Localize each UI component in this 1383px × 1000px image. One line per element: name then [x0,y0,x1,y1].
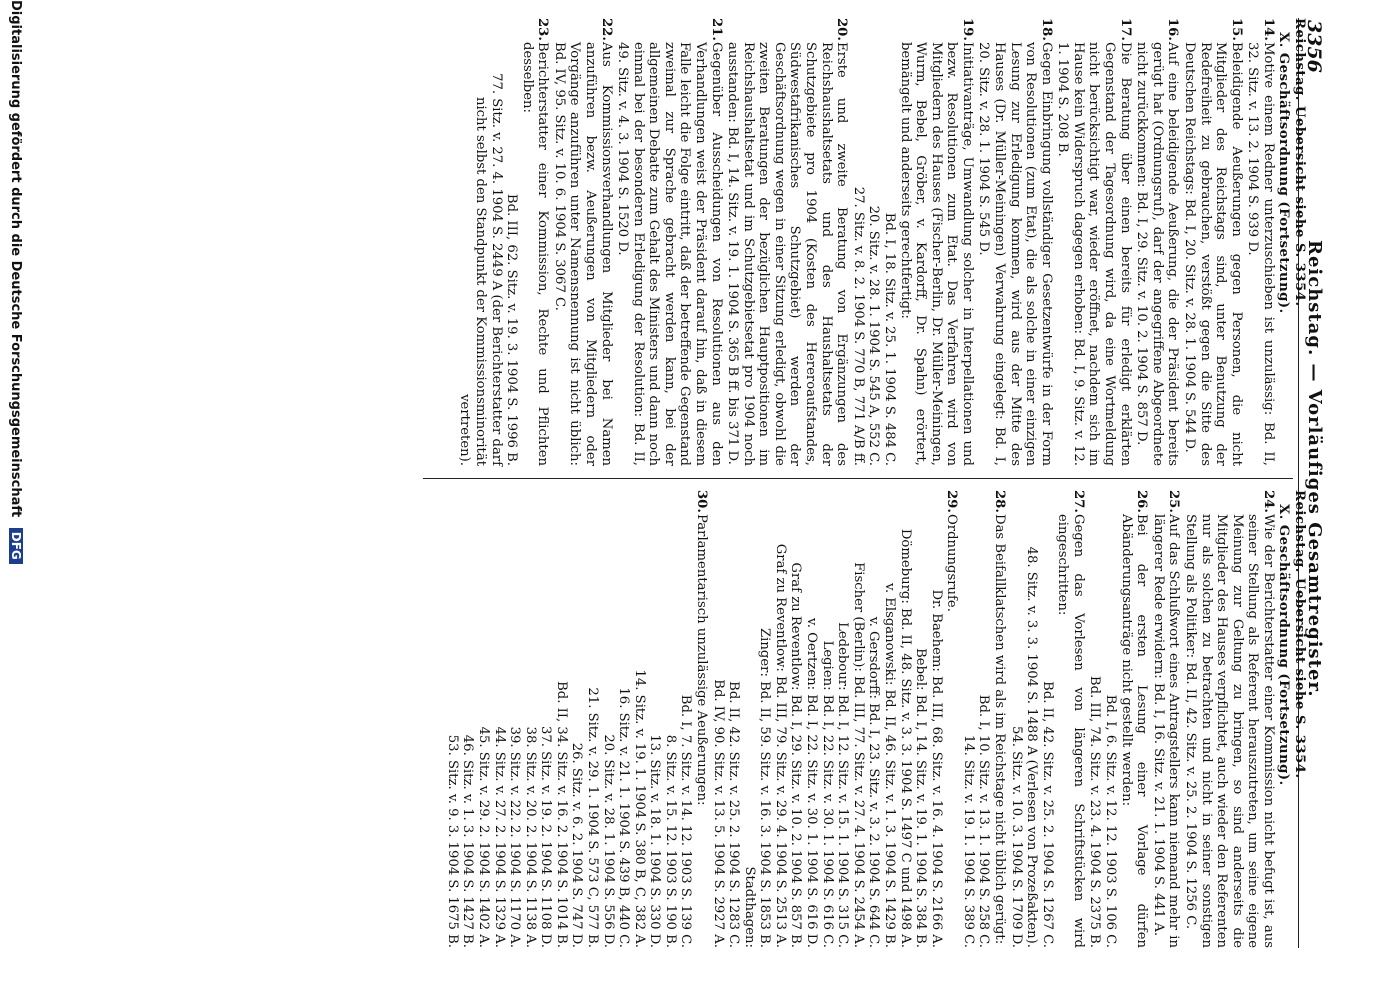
left-column [456,18,1307,466]
entry-reference: Bd. II, 34. Sitz. v. 16. 2. 1904 S. 1014 B. [553,681,569,948]
entry-reference: v. Elsganowski: Bd. II, 46. Sitz. v. 1. 3. 1904 S. 1429 B. [881,582,897,948]
entry-number: 16. [1165,18,1181,41]
right-section: X. Geschäftsordnung (Fortsetzung). [1276,504,1292,786]
entry-reference: Bd. II, 42. Sitz. v. 25. 2. 1904 S. 1267 C. [1039,681,1055,948]
entry-text: Berichterstatter einer Kommission, Rechte und Pflichten desselben: [519,42,551,466]
entry-number: 19. [959,18,975,41]
entry-text: Auf eine beleidigende Aeußerung, die der Präsident bereits gerügt hat (Ordnungsruf), darf der angegriffene Abgeordnete nicht zurückkommen: Bd. I, 29. Sitz. v. 10. 2. 1904 S. 857 D. [1134,42,1181,466]
entry-reference: Bebel: Bd. I, 14. Sitz. v. 19. 1. 1904 S. 384 B. [913,648,929,948]
entry-reference: Stadthagen: [741,866,757,948]
index-entry [1245,18,1276,466]
entry-text: Aus Kommissionsverhandlungen Mitglieder bei Namen anzuführen bezw. Aeußerungen von Mitgliedern oder Vorgänge anzuführen unter Namensnennung ist nicht üblich: Bd. IV, 95. Sitz. v. 10. 6. 1904 S. 3067 C. [551,42,614,466]
entry-reference: Legien: Bd. I, 22. Sitz. v. 30. 1. 1904 S. 616 C. [819,640,835,948]
entry-text: Gegen Einbringung vollständiger Gesetzentwürfe in der Form von Resolutionen (zum Etat), die als solche in einer einzigen Lesung zur Erledigung kommen, wird aus der Mitte des Hauses (Dr. Müller-Meiningen) Verwahrung eingelegt: Bd. I, 20. Sitz. v. 28. 1. 1904 S. 545 D. [976,42,1054,466]
entry-reference: 8. Sitz. v. 15. 12. 1903 S. 190 B. [662,734,678,948]
index-entry [1008,490,1086,948]
entry-reference: 38. Sitz. v. 20. 2. 1904 S. 1138 A. [522,726,538,948]
entry-reference: Bd. I, 10. Sitz. v. 13. 1. 1904 S. 258 C. [976,694,992,948]
index-entry [615,18,724,466]
entry-text: Initiativanträge, Umwandlung solcher in Interpellationen und bezw. Resolutionen zum Etat. Das Verfahren wird von Mitgliedern des Hauses (Fischer-Berlin, Dr. Müller-Meiningen, Wurm, Bebel, Gröber, v. Kardorff, Dr. Spahn) erörtert, bemängelt und anderseits gerechtfertigt: [897,42,975,466]
index-entry [850,18,975,466]
entry-reference: 77. Sitz. v. 27. 4. 1904 S. 2449 A (der Berichterstatter darf nicht selbst den Standpunkt der Kommissionsminorität vertreten). [457,73,504,466]
entry-number: 15. [1228,18,1244,41]
entry-reference: 26. Sitz. v. 6. 2. 1904 S. 747 D. [569,742,585,948]
index-entry [1087,490,1149,948]
entry-reference: 46. Sitz. v. 1. 3. 1904 S. 1427 B. [460,734,476,948]
index-entry [444,490,709,948]
entry-reference: v. Oertzen: Bd. I, 22. Sitz. v. 30. 1. 1904 S. 616 D. [804,617,820,948]
right-column [443,490,1307,948]
entry-number: 26. [1134,490,1150,513]
left-items [457,18,1276,466]
entry-number: 23. [535,18,551,41]
entry-reference: 37. Sitz. v. 19. 2. 1904 S. 1108 D. [538,725,554,948]
index-entry [457,18,550,466]
footer [8,0,23,990]
entry-reference: Graf zu Reventlow: Bd. III, 79. Sitz. v. 29. 4. 1904 S. 2513 A. [772,543,788,948]
entry-text: Bei der ersten Lesung einer Vorlage dürfen Abänderungsanträge nicht gestellt werden: [1118,514,1150,948]
entry-reference: Graf zu Reventlow: Bd. I, 29. Sitz. v. 10. 2. 1904 S. 857 B. [788,562,804,948]
index-entry [551,18,613,466]
left-heading: Reichstag. Uebersicht siehe S. 3354. [1292,18,1307,307]
entry-reference: Ledebour: Bd. I, 12. Sitz. v. 15. 1. 1904 S. 315 C. [835,622,851,948]
entry-number: 27. [1070,490,1086,513]
index-entry [1055,18,1133,466]
entry-reference: Zinger: Bd. II, 59. Sitz. v. 16. 3. 1904 S. 1853 B. [757,628,773,948]
index-entry [960,490,1007,948]
entry-reference: 16. Sitz. v. 21. 1. 1904 S. 439 B, 440 C. [616,687,632,948]
entry-reference: v. Gersdorff: Bd. I, 23. Sitz. v. 3. 2. 1904 S. 644 C. [866,616,882,948]
entry-reference: Bd. IV, 90. Sitz. v. 13. 5. 1904 S. 2927 A. [710,679,726,948]
entry-reference: Dr. Baehem: Bd. III, 68. Sitz. v. 16. 4. 1904 S. 2166 A. [928,589,944,948]
index-entry [976,18,1054,466]
right-items [444,490,1276,948]
index-entry [725,18,850,466]
entry-reference: 45. Sitz. v. 29. 2. 1904 S. 1402 A. [475,726,491,948]
entry-reference: Bd. I, 18. Sitz. v. 25. 1. 1904 S. 484 C. [881,212,897,466]
entry-text: Parlamentarisch unzulässige Aeußerungen: [694,514,710,806]
column-divider [423,478,1293,479]
entry-number: 28. [992,490,1008,513]
entry-text: Das Beifallklatschen wird als im Reichstage nicht üblich gerügt: [992,514,1008,945]
entry-text: Motive einem Redner unterzuschieben ist unzulässig: Bd. II, 32. Sitz. v. 13. 2. 1904 S. 939 D. [1245,42,1276,466]
entry-text: Die Beratung über einen bereits für erledigt erklärten Gegenstand der Tagesordnung wird, da eine Wortmeldung nicht berücksichtigt war, wieder eröffnet, nachdem sich im Hause kein Widerspruch dagegen erhoben: Bd. I, 9. Sitz. v. 12. 1. 1904 S. 208 B. [1055,42,1133,466]
entry-reference: 14. Sitz. v. 19. 1. 1904 S. 389 C. [960,734,976,948]
entry-reference: 39. Sitz. v. 22. 2. 1904 S. 1170 A. [507,726,523,948]
dfg-logo: DFG [9,528,23,564]
entry-number: 14. [1260,18,1276,41]
entry-number: 24. [1260,490,1276,513]
entry-reference: 20. Sitz. v. 28. 1. 1904 S. 556 D. [600,734,616,948]
entry-reference: 54. Sitz. v. 10. 3. 1904 S. 1709 D. [1008,725,1024,948]
left-section: X. Geschäftsordnung (Fortsetzung). [1276,32,1292,314]
entry-text: Erste und zweite Beratung von Ergänzungen des Reichshaushaltsetats und des Haushaltsetats der Schutzgebiete pro 1904 (Kosten des Hereroaufstandes, Südwestafrikanisches Schutzgebiet) werden der Geschäftsordnung wegen in einer Sitzung erledigt, obwohl die zweiten Beratungen der bezüglichen Hauptpositionen im Reichshaushaltsetat und im Schutzgebietsetat pro 1904 noch ausstanden: Bd. I, 14. Sitz. v. 19. 1. 1904 S. 365 B ff. bis 371 D. [725,42,850,466]
entry-number: 21. [708,18,724,41]
entry-reference: 53. Sitz. v. 9. 3. 1904 S. 1675 B. [444,734,460,948]
entry-reference: 14. Sitz. v. 19. 1. 1904 S. 380 B, C, 382 A. [631,669,647,948]
entry-reference: 44. Sitz. v. 27. 2. 1904 S. 1329 A. [491,726,507,948]
entry-number: 25. [1166,490,1182,513]
entry-reference: 27. Sitz. v. 8. 2. 1904 S. 770 B, 771 A/B ff. [850,186,866,466]
entry-text: Wie der Berichterstatter einer Kommission nicht befugt ist, aus seiner Stellung als Referent herauszutreten, um seine eigene Meinung zur Geltung zu bringen, so sind anderseits die Mitglieder des Hauses verpflichtet, auch wieder den Referenten nur als solchen zu betrachten und nicht in seiner sonstigen Stellung als Politiker: Bd. II, 42. Sitz. v. 25. 2. 1904 S. 1256 C. [1182,514,1276,948]
index-entry [710,490,959,948]
entry-reference: Bd. III, 74. Sitz. v. 23. 4. 1904 S. 2375 B. [1087,675,1103,948]
entry-number: 29. [944,490,960,513]
footer-text: Digitalisierung gefördert durch die Deutsche Forschungsgemeinschaft [8,0,23,518]
entry-reference: 13. Sitz. v. 18. 1. 1904 S. 330 D. [647,734,663,948]
entry-reference: Bd. I, 6. Sitz. v. 12. 12. 1903 S. 106 C. [1103,694,1119,948]
page-number: 3356 [1303,20,1325,73]
right-heading: Reichstag. Uebersicht siehe S. 3354. [1292,490,1307,779]
entry-reference: 48. Sitz. v. 3. 3. 1904 S. 1488 A (Verlesen von Prozeßakten). [1024,546,1040,948]
entry-number: 22. [598,18,614,41]
index-entry [1134,18,1181,466]
entry-number: 18. [1038,18,1054,41]
entry-number: 20. [834,18,850,41]
entry-reference: Fischer (Berlin): Bd. III, 77. Sitz. v. 27. 4. 1904 S. 2454 A. [850,562,866,948]
entry-reference: Bd. II, 42. Sitz. v. 25. 2. 1904 S. 1283 C. [726,681,742,948]
entry-reference: 20. Sitz. v. 28. 1. 1904 S. 545 A, 552 C. [866,205,882,466]
entry-text: Auf das Schlußwort eines Antragstellers kann niemand mehr in längerer Rede erwidern: Bd. I, 16. Sitz. v. 21. 1. 1904 S. 441 A. [1150,514,1182,948]
entry-number: 30. [694,490,710,513]
entry-reference: 21. Sitz. v. 29. 1. 1904 S. 573 C, 577 B. [584,687,600,948]
entry-text: Gegen das Vorlesen von längeren Schriftstücken wird eingeschritten: [1055,514,1086,948]
entry-text: Ordnungsrufe. [944,514,960,612]
entry-text: Gegenüber Ausscheidungen von Resolutionen aus den Verhandlungen weist der Präsident darauf hin, daß in diesem Falle leicht die Folge eintritt, daß der betreffende Gegenstand zweimal zur Sprache gebracht werden kann, bei der allgemeinen Debatte zum Gehalt des Ministers und dann noch einmal bei der besonderen Erledigung der Resolution: Bd. II, 49. Sitz. v. 4. 3. 1904 S. 1520 D. [615,42,724,466]
entry-reference: Bd. I, 7. Sitz. v. 14. 12. 1903 S. 139 C. [678,694,694,948]
index-entry [1182,490,1275,948]
entry-number: 17. [1117,18,1133,41]
index-entry [1181,18,1243,466]
running-head: Reichstag. — Vorläufiges Gesamtregister. [1304,240,1325,698]
entry-reference: Bd. III, 62. Sitz. v. 19. 3. 1904 S. 1996 B. [504,193,520,466]
index-entry [1150,490,1181,948]
entry-reference: Dömeburg: Bd. II, 48. Sitz. v. 3. 3. 1904 S. 1497 C und 1498 A. [897,528,913,948]
entry-text: Beleidigende Aeußerungen gegen Personen, die nicht Mitglieder des Reichstags sind, unter Benutzung der Redefreiheit zu gebrauchen, verstößt gegen die Sitte des Deutschen Reichstags: Bd. I, 20. Sitz. v. 28. 1. 1904 S. 544 D. [1181,42,1244,466]
